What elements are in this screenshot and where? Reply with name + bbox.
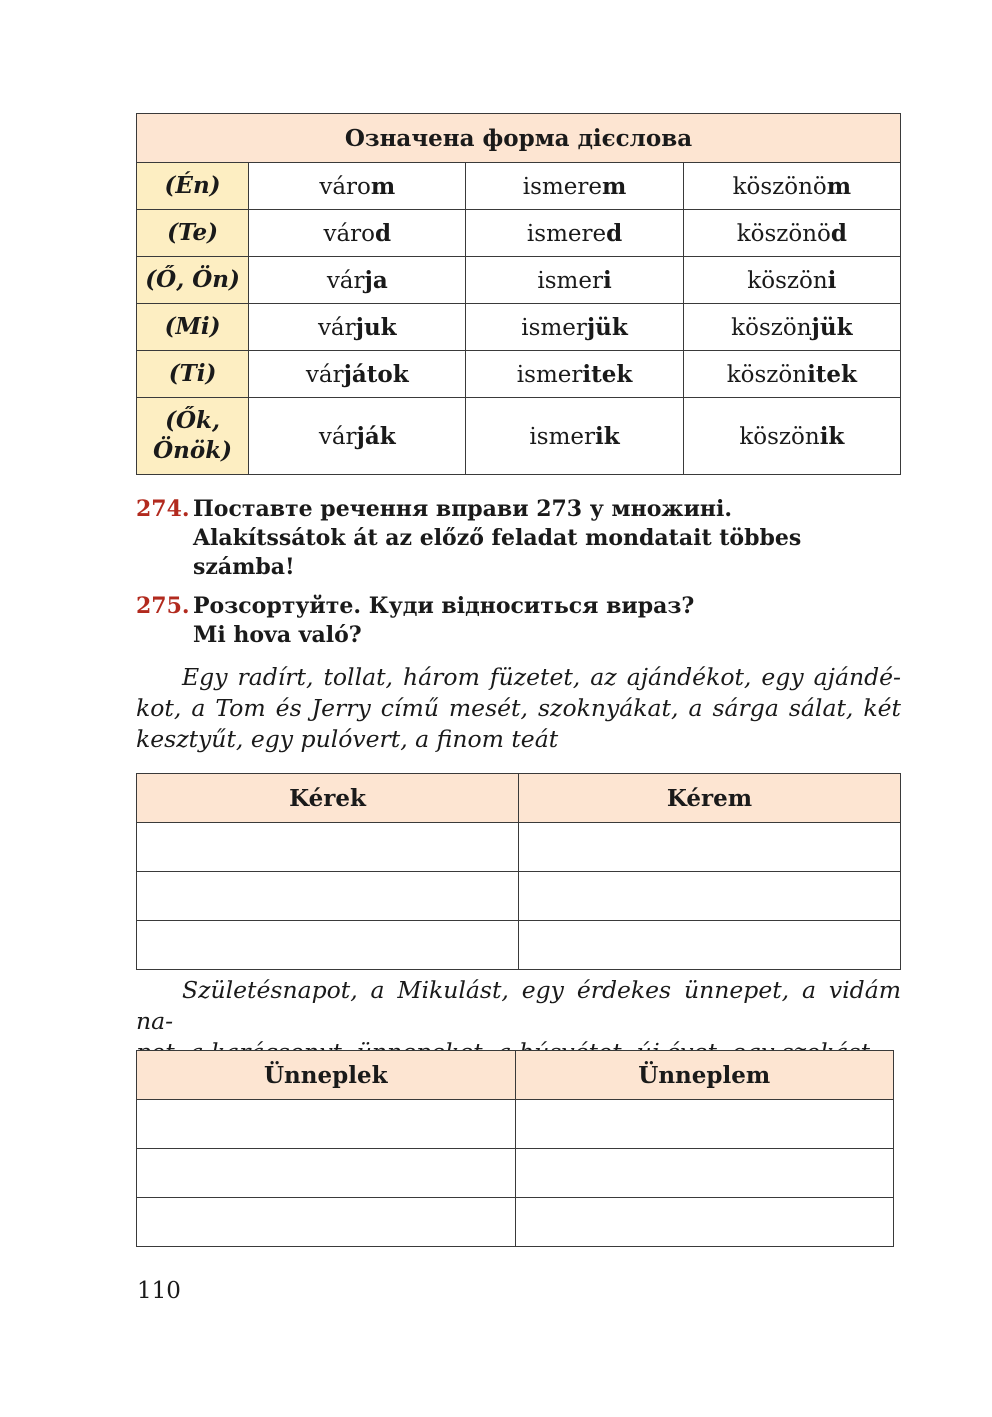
column-header: Ünneplek	[137, 1051, 516, 1100]
verb-ending: d	[375, 219, 392, 247]
verb-ending: ik	[819, 422, 845, 450]
verb-cell	[249, 210, 466, 257]
column-header: Kérek	[137, 774, 519, 823]
table-row	[137, 398, 901, 475]
verb-stem: vár	[317, 314, 356, 341]
verb-ending: itek	[582, 360, 633, 388]
table-row	[137, 921, 901, 970]
verb-cell	[466, 163, 683, 210]
blank-cell[interactable]	[137, 1198, 516, 1247]
column-header: Kérem	[519, 774, 901, 823]
blank-cell[interactable]	[519, 823, 901, 872]
table-row	[137, 304, 901, 351]
verb-cell	[683, 351, 900, 398]
verb-cell	[683, 398, 900, 475]
verb-ending: i	[827, 266, 837, 294]
verb-stem: ismer	[529, 423, 595, 450]
verb-ending: d	[830, 219, 847, 247]
blank-cell[interactable]	[519, 872, 901, 921]
table-row	[137, 351, 901, 398]
verb-stem: vár	[318, 423, 357, 450]
verb-ending: m	[370, 172, 396, 200]
table-row	[137, 1149, 894, 1198]
blank-cell[interactable]	[137, 872, 519, 921]
verb-ending: m	[601, 172, 627, 200]
verb-ending: ja	[364, 266, 388, 294]
kerek-kerem-table	[136, 773, 901, 970]
table-row	[137, 257, 901, 304]
blank-cell[interactable]	[515, 1149, 894, 1198]
pronoun-cell: (Ő, Ön)	[137, 257, 249, 304]
pronoun-line: Önök)	[153, 437, 233, 464]
verb-cell	[683, 304, 900, 351]
paragraph-line: kot, a Tom és Jerry című mesét, szoknyákat, a sárga sálat, két	[136, 694, 901, 722]
table-title: Означена форма дієслова	[137, 114, 901, 163]
verb-cell	[466, 351, 683, 398]
verb-cell	[249, 398, 466, 475]
verb-stem: köszön	[747, 267, 828, 294]
verb-stem: köszön	[726, 361, 808, 388]
verb-stem: váro	[319, 173, 371, 200]
verb-cell	[683, 163, 900, 210]
paragraph-line: Egy radírt, tollat, három füzetet, az ajándékot, egy ajándé-	[182, 663, 901, 691]
verb-stem: köszönö	[736, 220, 831, 247]
exercise-text: Alakítssátok át az előző feladat mondatait többes	[193, 525, 802, 551]
pronoun-cell	[137, 398, 249, 475]
pronoun-line: (Ők,	[165, 407, 220, 434]
verb-cell	[466, 210, 683, 257]
verb-stem: ismer	[537, 267, 603, 294]
verb-stem: köszön	[739, 423, 820, 450]
verb-cell	[249, 304, 466, 351]
table-row	[137, 1100, 894, 1149]
pronoun-cell: (Én)	[137, 163, 249, 210]
blank-cell[interactable]	[519, 921, 901, 970]
column-header: Ünneplem	[515, 1051, 894, 1100]
verb-ending: i	[602, 266, 612, 294]
blank-cell[interactable]	[137, 921, 519, 970]
table-row	[137, 823, 901, 872]
table-row	[137, 163, 901, 210]
blank-cell[interactable]	[515, 1100, 894, 1149]
verb-cell	[466, 398, 683, 475]
verb-ending: d	[606, 219, 623, 247]
blank-cell[interactable]	[137, 1149, 516, 1198]
verb-ending: ik	[595, 422, 620, 450]
exercise-text: számba!	[193, 554, 295, 580]
verb-stem: ismere	[526, 220, 607, 247]
blank-cell[interactable]	[515, 1198, 894, 1247]
verb-stem: köszönö	[732, 173, 827, 200]
verb-ending: jük	[586, 313, 628, 341]
verb-ending: ják	[356, 422, 396, 450]
verb-stem: ismer	[521, 314, 587, 341]
verb-stem: vár	[305, 361, 344, 388]
paragraph-line: Születésnapot, a Mikulást, egy érdekes ünnepet, a vidám na-	[136, 976, 901, 1035]
verb-stem: köszön	[731, 314, 812, 341]
unneplek-unneplem-table	[136, 1050, 894, 1247]
verb-stem: vár	[326, 267, 365, 294]
verb-cell	[249, 257, 466, 304]
exercise-275	[136, 592, 694, 650]
exercise-number: 274.	[136, 496, 190, 522]
exercise-number: 275.	[136, 593, 190, 619]
verb-stem: ismer	[516, 361, 583, 388]
verb-ending: m	[826, 172, 852, 200]
verb-cell	[683, 257, 900, 304]
verb-cell	[249, 351, 466, 398]
page-number: 110	[137, 1278, 181, 1304]
exercise-text: Розсортуйте. Куди відноситься вираз?	[193, 593, 695, 619]
conjugation-table	[136, 113, 901, 475]
verb-stem: váro	[323, 220, 376, 247]
verb-ending: itek	[807, 360, 857, 388]
blank-cell[interactable]	[137, 823, 519, 872]
exercise-text: Поставте речення вправи 273 у множині.	[193, 496, 733, 522]
pronoun-cell: (Te)	[137, 210, 249, 257]
pronoun-cell: (Mi)	[137, 304, 249, 351]
exercise-text: Mi hova való?	[193, 622, 362, 648]
verb-stem: ismere	[522, 173, 602, 200]
verb-cell	[466, 304, 683, 351]
verb-cell	[683, 210, 900, 257]
table-row	[137, 1198, 894, 1247]
pronoun-cell: (Ti)	[137, 351, 249, 398]
verb-ending: játok	[343, 360, 409, 388]
verb-ending: jük	[811, 313, 853, 341]
paragraph-line: kesztyűt, egy pulóvert, a finom teát	[136, 725, 559, 753]
word-list-paragraph	[136, 662, 901, 755]
exercise-274	[136, 495, 801, 582]
table-row	[137, 210, 901, 257]
verb-cell	[249, 163, 466, 210]
table-row	[137, 872, 901, 921]
verb-cell	[466, 257, 683, 304]
blank-cell[interactable]	[137, 1100, 516, 1149]
verb-ending: juk	[355, 313, 397, 341]
